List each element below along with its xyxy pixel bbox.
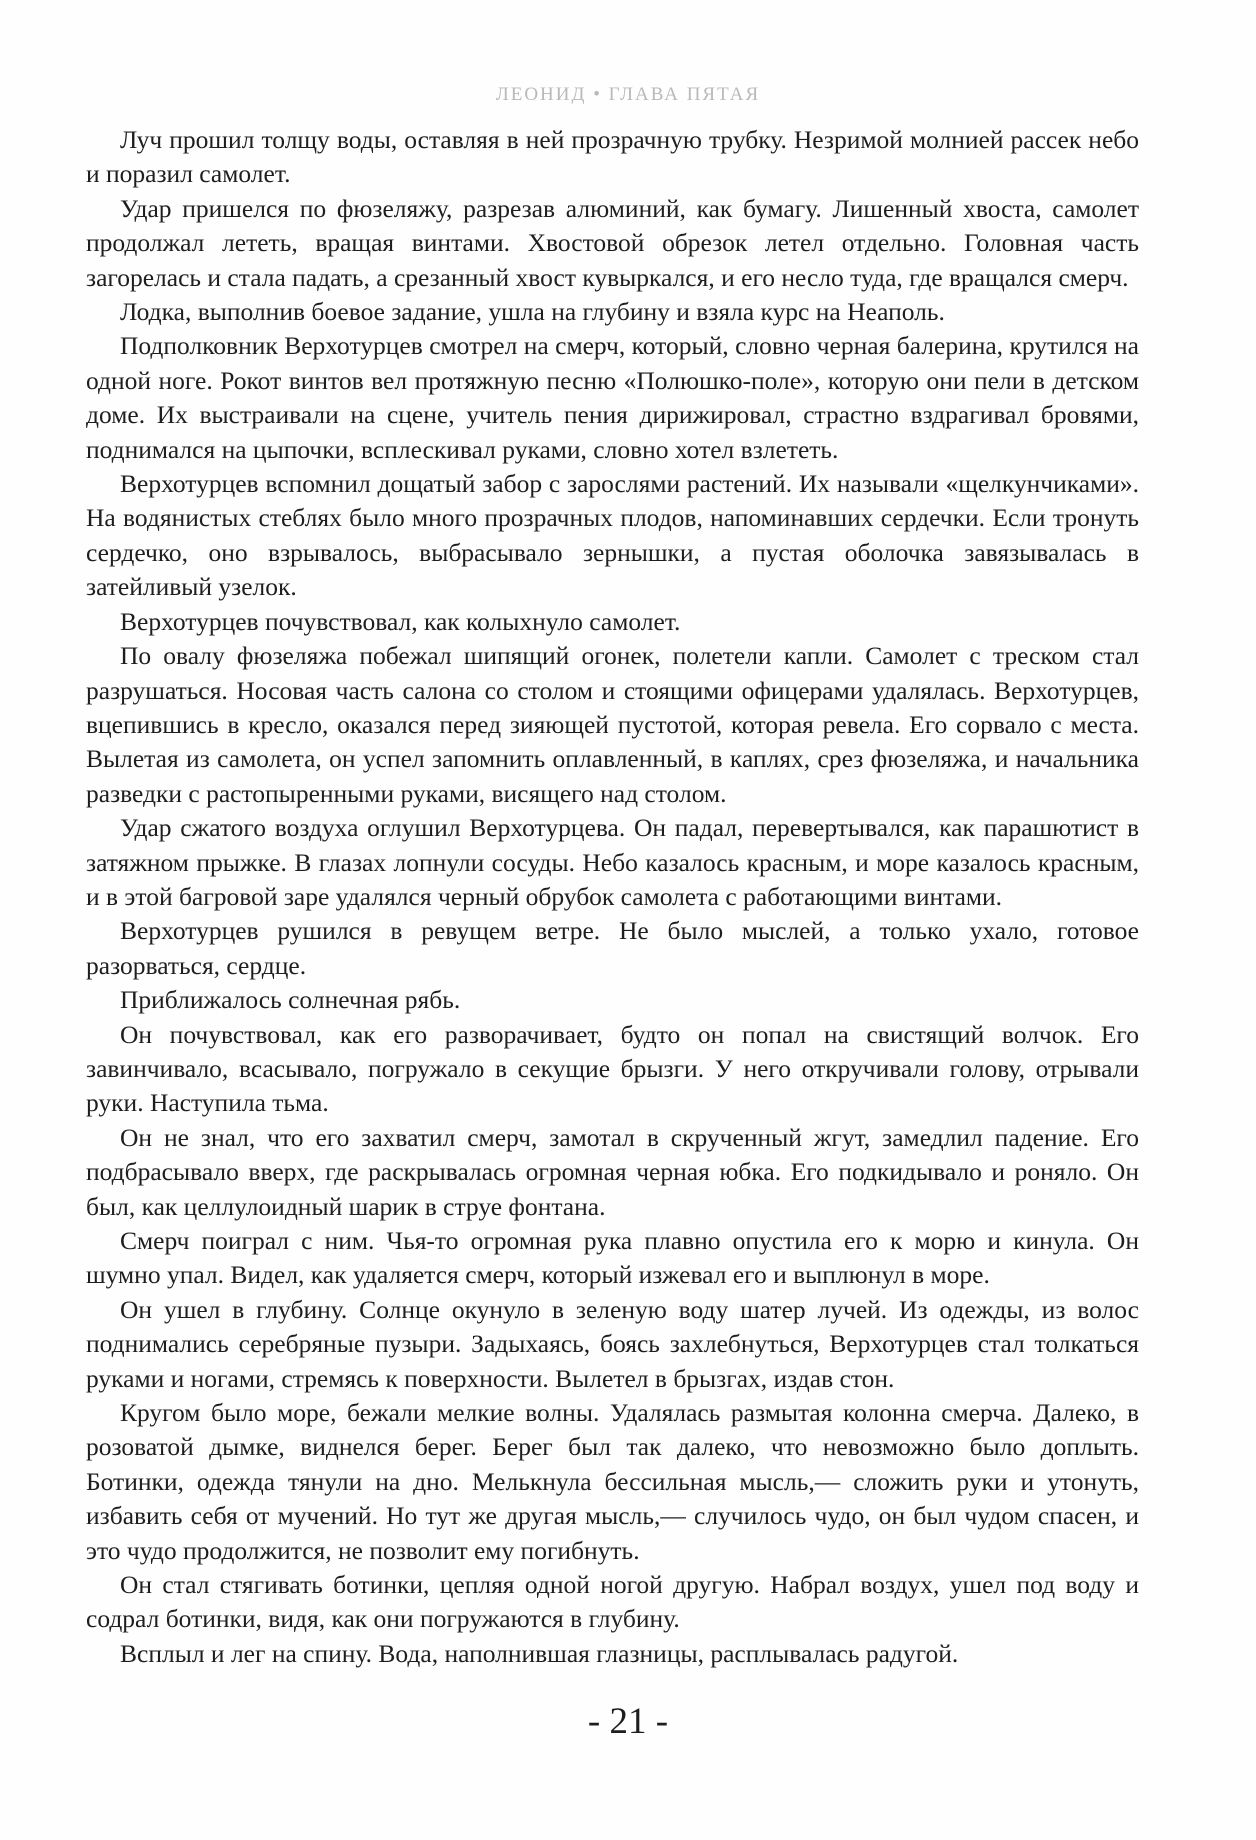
paragraph: Лодка, выполнив боевое задание, ушла на глубину и взяла курс на Неаполь. (120, 297, 945, 327)
text-body (86, 123, 1139, 1671)
paragraph: Он почувствовал, как его разворачивает, будто он попал на свистящий волчок. Его завинчивало, всасывало, погружало в секущие брызги. У него откручивали голову, отрывали руки. Наступила тьма. (86, 1019, 1139, 1118)
paragraph: Удар пришелся по фюзеляжу, разрезав алюминий, как бумагу. Лишенный хвоста, самолет продолжал лететь, вращая винтами. Хвостовой обрезок летел отдельно. Головная часть загорелась и стала падать, а срезанный хвост кувыркался, и его несло туда, где вращался смерч. (86, 193, 1139, 292)
paragraph: Он стал стягивать ботинки, цепляя одной ногой другую. Набрал воздух, ушел под воду и содрал ботинки, видя, как они погружаются в глубину. (86, 1570, 1139, 1634)
paragraph: Он ушел в глубину. Солнце окунуло в зеленую воду шатер лучей. Из одежды, из волос поднимались серебряные пузыри. Задыхаясь, боясь захлебнуться, Верхотурцев стал толкаться руками и ногами, стремясь к поверхности. Вылетел в брызгах, издав стон. (86, 1294, 1139, 1393)
paragraph: Приближалось солнечная рябь. (120, 985, 461, 1015)
running-head: ЛЕОНИД • ГЛАВА ПЯТАЯ (495, 84, 761, 105)
paragraph: Смерч поиграл с ним. Чья-то огромная рука плавно опустила его к морю и кинула. Он шумно упал. Видел, как удаляется смерч, который изжевал его и выплюнул в море. (86, 1226, 1139, 1290)
paragraph: Луч прошил толщу воды, оставляя в ней прозрачную трубку. Незримой молнией рассек небо и поразил самолет. (86, 125, 1139, 189)
page-number: - 21 - (587, 1701, 669, 1742)
paragraph: Он не знал, что его захватил смерч, замотал в скрученный жгут, замедлил падение. Его подбрасывало вверх, где раскрывалась огромная черная юбка. Его подкидывало и роняло. Он был, как целлулоидный шарик в струе фонтана. (86, 1122, 1139, 1221)
paragraph: Верхотурцев рушился в ревущем ветре. Не было мыслей, а только ухало, готовое разорваться, сердце. (86, 916, 1139, 980)
paragraph: Удар сжатого воздуха оглушил Верхотурцева. Он падал, перевертывался, как парашютист в затяжном прыжке. В глазах лопнули сосуды. Небо казалось красным, и море казалось красным, и в этой багровой заре удалялся черный обрубок самолета с работающими винтами. (86, 813, 1139, 911)
paragraph: Подполковник Верхотурцев смотрел на смерч, который, словно черная балерина, крутился на одной ноге. Рокот винтов вел протяжную песню «Полюшко-поле», которую они пели в детском доме. Их выстраивали на сцене, учитель пения дирижировал, страстно вздрагивал бровями, поднимался на цыпочки, всплескивал руками, словно хотел взлететь. (86, 331, 1139, 464)
paragraph: Верхотурцев почувствовал, как колыхнуло самолет. (120, 606, 681, 636)
paragraph: По овалу фюзеляжа побежал шипящий огонек, полетели капли. Самолет с треском стал разрушаться. Носовая часть салона со столом и стоящими офицерами удалялась. Верхотурцев, вцепившись в кресло, оказался перед зияющей пустотой, которая ревела. Его сорвало с места. Вылетая из самолета, он успел запомнить оплавленный, в каплях, срез фюзеляжа, и начальника разведки с растопыренными руками, висящего над столом. (86, 641, 1139, 808)
paragraph: Всплыл и лег на спину. Вода, наполнившая глазницы, расплывалась радугой. (120, 1638, 959, 1668)
paragraph: Кругом было море, бежали мелкие волны. Удалялась размытая колонна смерча. Далеко, в розоватой дымке, виднелся берег. Берег был так далеко, что невозможно было доплыть. Ботинки, одежда тянули на дно. Мелькнула бессильная мысль,— сложить руки и утонуть, избавить себя от мучений. Но тут же другая мысль,— случилось чудо, он был чудом спасен, и это чудо продолжится, не позволит ему погибнуть. (86, 1398, 1139, 1565)
paragraph: Верхотурцев вспомнил дощатый забор с зарослями растений. Их называли «щелкунчиками». На водянистых стеблях было много прозрачных плодов, напоминавших сердечки. Если тронуть сердечко, оно взрывалось, выбрасывало зернышки, а пустая оболочка завязывалась в затейливый узелок. (86, 469, 1139, 602)
